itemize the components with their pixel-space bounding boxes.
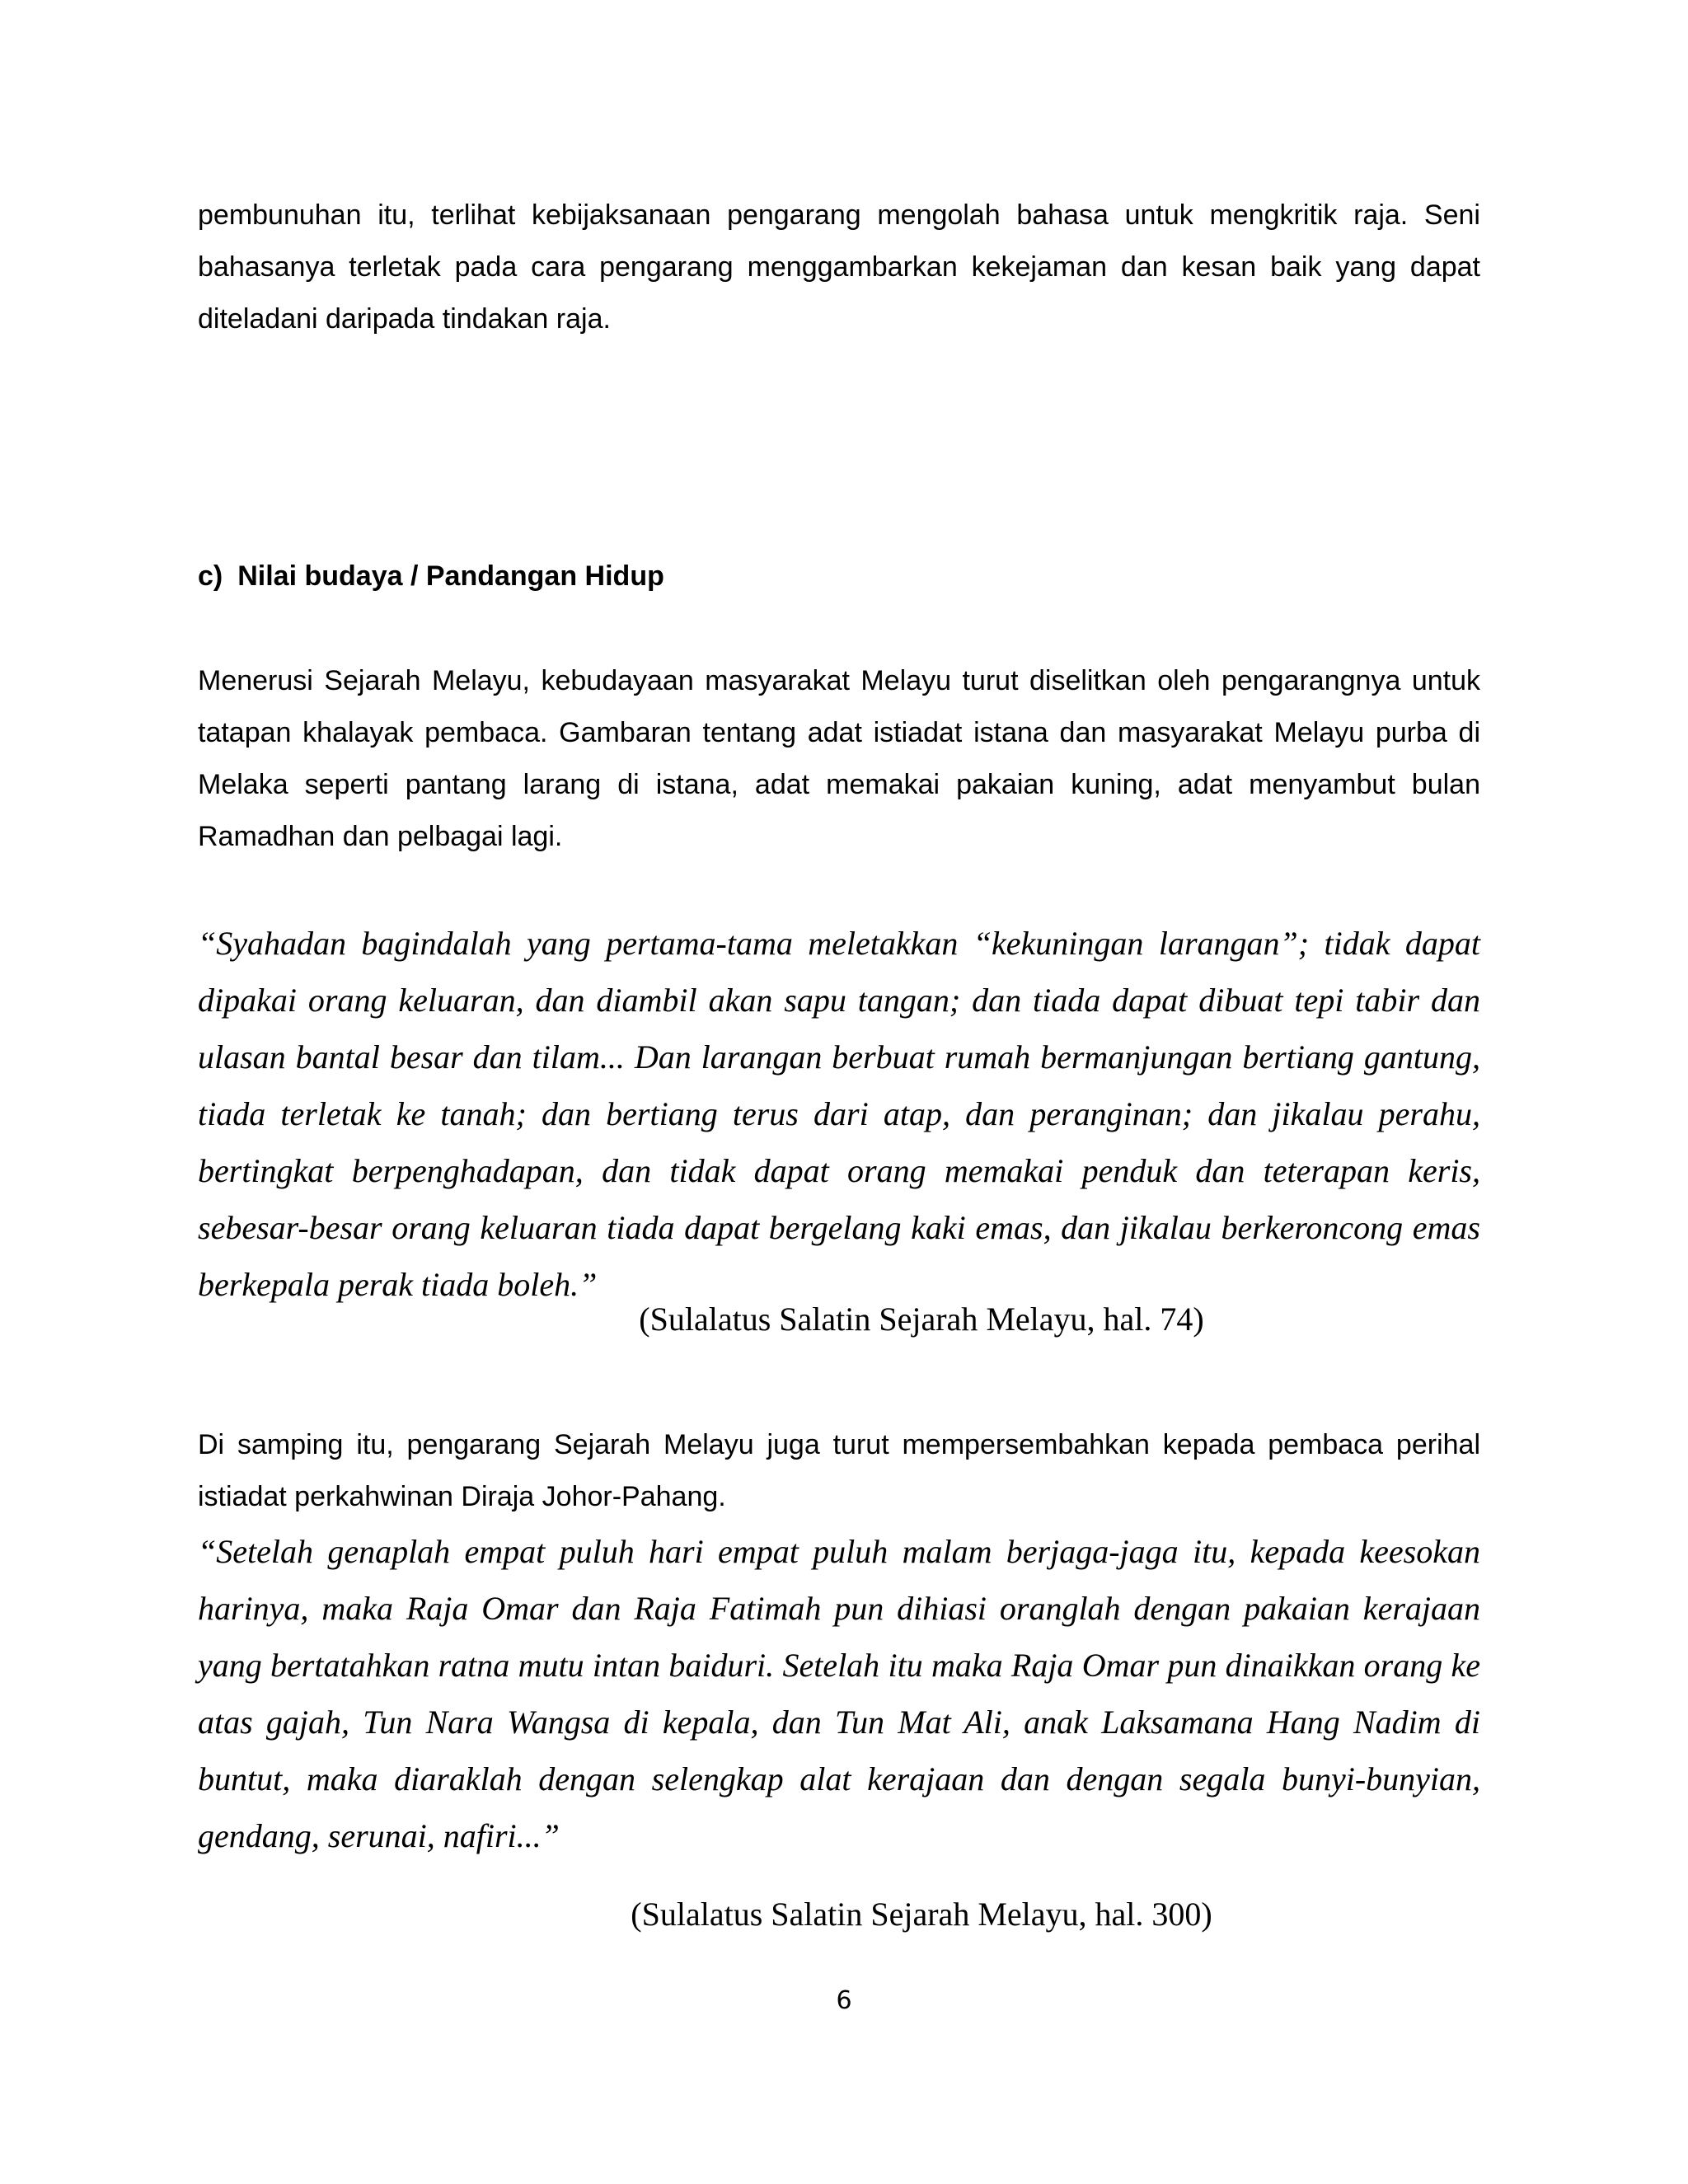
- citation-page-300: (Sulalatus Salatin Sejarah Melayu, hal. 300): [631, 1896, 1212, 1933]
- quote-royal-wedding: “Setelah genaplah empat puluh hari empat puluh malam berjaga-jaga itu, kepada keesokan harinya, maka Raja Omar dan Raja Fatimah pun dihiasi oranglah dengan pakaian kerajaan yang bertatahkan ratna mutu intan baiduri. Setelah itu maka Raja Omar pun dinaikkan orang ke atas gajah, Tun Nara Wangsa di kepala, dan Tun Mat Ali, anak Laksamana Hang Nadim di buntut, maka diaraklah dengan selengkap alat kerajaan dan dengan segala bunyi-bunyian, gendang, serunai, nafiri...”: [198, 1533, 1480, 1854]
- quote-royal-yellow: “Syahadan bagindalah yang pertama-tama meletakkan “kekuningan larangan”; tidak dapat dipakai orang keluaran, dan diambil akan sapu tangan; dan tiada dapat dibuat tepi tabir dan ulasan bantal besar dan tilam... Dan larangan berbuat rumah bermanjungan bertiang gantung, tiada terletak ke tanah; dan bertiang terus dari atap, dan peranginan; dan jikalau perahu, bertingkat berpenghadapan, dan tidak dapat orang memakai penduk dan teterapan keris, sebesar-besar orang keluaran tiada dapat bergelang kaki emas, dan jikalau berkeroncong emas berkepala perak tiada boleh.”: [198, 925, 1480, 1303]
- page-number: 6: [836, 1986, 852, 2015]
- wedding-paragraph: Di samping itu, pengarang Sejarah Melayu juga turut mempersembahkan kepada pembaca perihal istiadat perkahwinan Diraja Johor-Pahang.: [198, 1429, 1480, 1512]
- intro-paragraph: pembunuhan itu, terlihat kebijaksanaan pengarang mengolah bahasa untuk mengkritik raja. Seni bahasanya terletak pada cara pengarang menggambarkan kekejaman dan kesan baik yang dapat diteladani daripada tindakan raja.: [198, 199, 1480, 335]
- section-heading: [198, 551, 664, 602]
- section-title: Nilai budaya / Pandangan Hidup: [237, 560, 664, 592]
- section-number: c): [198, 560, 223, 592]
- culture-paragraph: Menerusi Sejarah Melayu, kebudayaan masyarakat Melayu turut diselitkan oleh pengarangnya untuk tatapan khalayak pembaca. Gambaran tentang adat istiadat istana dan masyarakat Melayu purba di Melaka seperti pantang larang di istana, adat memakai pakaian kuning, adat menyambut bulan Ramadhan dan pelbagai lagi.: [198, 665, 1480, 852]
- citation-page-74: (Sulalatus Salatin Sejarah Melayu, hal. 74): [639, 1301, 1204, 1338]
